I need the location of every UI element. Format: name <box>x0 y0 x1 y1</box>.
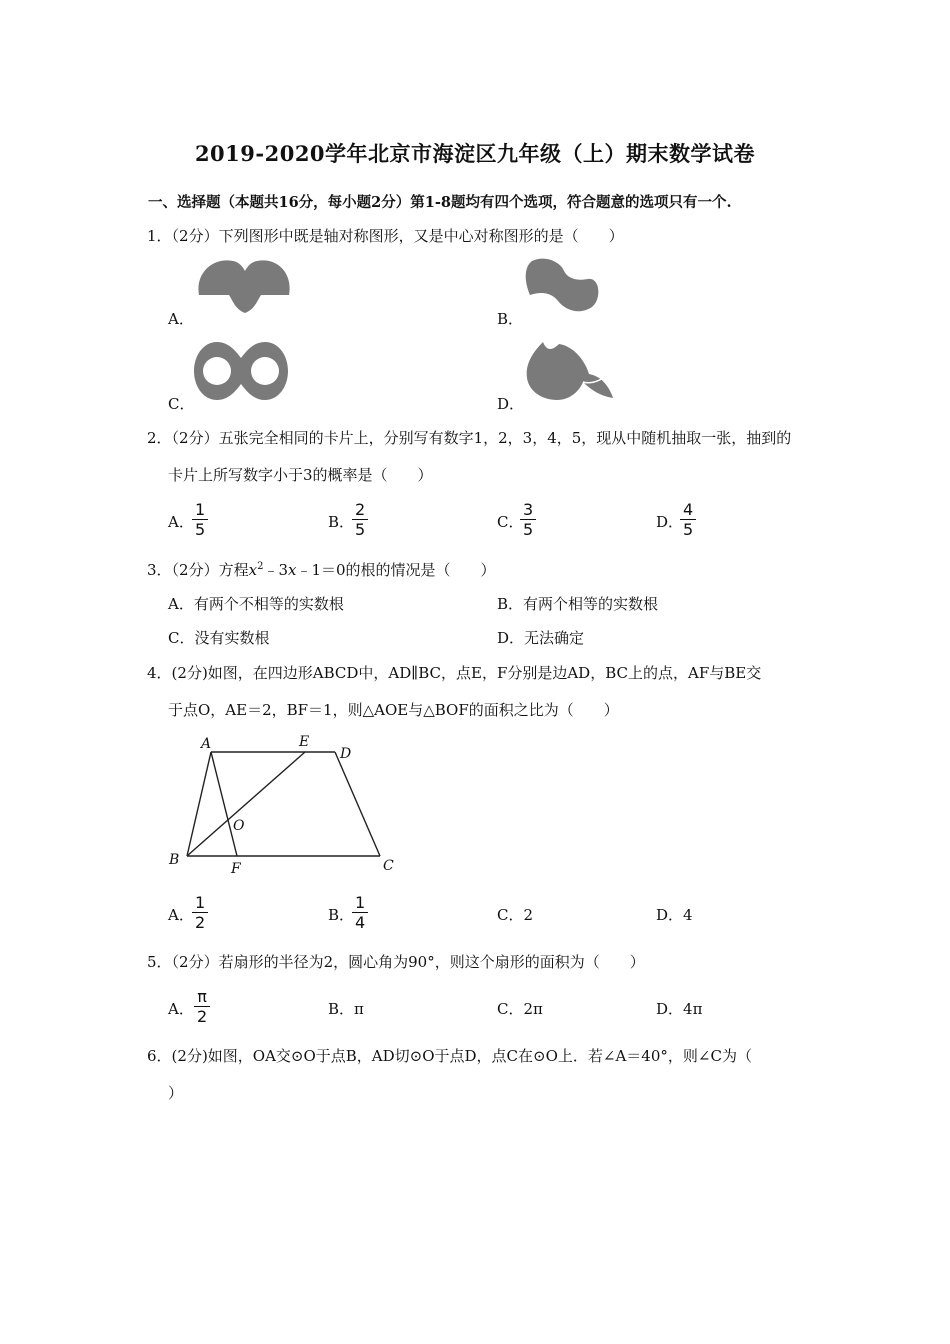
q4-option-b-fraction: $\frac{1}{4}$ <box>352 893 368 932</box>
q5-option-b: B．π <box>328 1000 364 1018</box>
q2-option-a-label: A． <box>168 513 194 531</box>
point-label-b: B <box>169 852 180 868</box>
q3-option-d: D．无法确定 <box>497 629 585 647</box>
q3-option-a: A．有两个不相等的实数根 <box>168 595 344 613</box>
q2-option-b-fraction: $\frac{2}{5}$ <box>352 500 368 539</box>
q1-option-d-label: D． <box>497 395 525 413</box>
page-title: 2019-2020学年北京市海淀区九年级（上）期末数学试卷 <box>194 141 756 166</box>
question-3-stem: 3．（2分）方程$x^2﹣3x﹣1=0$的根的情况是（ ） <box>147 561 496 579</box>
q2-option-b-label: B． <box>328 513 355 531</box>
question-1-stem: 1．（2分）下列图形中既是轴对称图形，又是中心对称图形的是（ ） <box>147 227 624 245</box>
q3-option-b: B．有两个相等的实数根 <box>497 595 659 613</box>
q2-option-a-fraction: $\frac{1}{5}$ <box>192 500 208 539</box>
q1-option-a-figure <box>195 253 295 317</box>
q4-option-d: D．4 <box>656 906 693 924</box>
q1-option-a-label: A． <box>168 310 194 328</box>
q4-option-a-label: A． <box>168 906 194 924</box>
q2-option-d-label: D． <box>656 513 684 531</box>
q1-option-b-label: B． <box>497 310 524 328</box>
question-4-line-2: 于点O，AE＝2，BF＝1，则△AOE与△BOF的面积之比为（ ） <box>168 701 619 719</box>
point-label-o: O <box>233 818 245 834</box>
q3-option-c: C．没有实数根 <box>168 629 270 647</box>
point-label-a: A <box>201 736 212 752</box>
q1-option-c-figure <box>193 340 289 402</box>
q1-option-c-label: C． <box>168 395 195 413</box>
q4-option-b-label: B． <box>328 906 355 924</box>
question-6-line-2: ） <box>168 1084 184 1102</box>
q5-option-c: C．2π <box>497 1000 543 1018</box>
q2-option-c-fraction: $\frac{3}{5}$ <box>520 500 536 539</box>
question-2-line-1: 2．（2分）五张完全相同的卡片上，分别写有数字1，2，3，4，5，现从中随机抽取一张，抽到的 <box>147 429 792 447</box>
question-2-line-2: 卡片上所写数字小于3的概率是（ ） <box>168 466 433 484</box>
q4-option-c: C．2 <box>497 906 534 924</box>
q1-option-b-figure <box>522 253 602 317</box>
point-label-e: E <box>299 734 310 750</box>
q5-option-a-fraction: $\frac{\pi}{2}$ <box>194 987 210 1026</box>
question-6-line-1: 6．(2分)如图，OA交⊙O于点B，AD切⊙O于点D，点C在⊙O上．若∠A＝40°，则∠C为（ <box>147 1047 752 1065</box>
q2-option-c-label: C． <box>497 513 524 531</box>
point-label-d: D <box>340 746 352 762</box>
point-label-f: F <box>231 861 241 877</box>
q4-option-a-fraction: $\frac{1}{2}$ <box>192 893 208 932</box>
q1-option-d-figure <box>523 340 615 402</box>
q4-trapezoid-figure <box>165 730 405 880</box>
q2-option-d-fraction: $\frac{4}{5}$ <box>680 500 696 539</box>
question-5-stem: 5．（2分）若扇形的半径为2，圆心角为90°，则这个扇形的面积为（ ） <box>147 953 645 971</box>
point-label-c: C <box>383 858 394 874</box>
section-heading: 一、选择题（本题共16分，每小题2分）第1-8题均有四个选项，符合题意的选项只有一个. <box>148 194 732 211</box>
q5-option-a-label: A． <box>168 1000 194 1018</box>
q5-option-d: D．4π <box>656 1000 703 1018</box>
question-4-line-1: 4．(2分)如图，在四边形ABCD中，AD∥BC，点E，F分别是边AD，BC上的点，AF与BE交 <box>147 664 762 682</box>
